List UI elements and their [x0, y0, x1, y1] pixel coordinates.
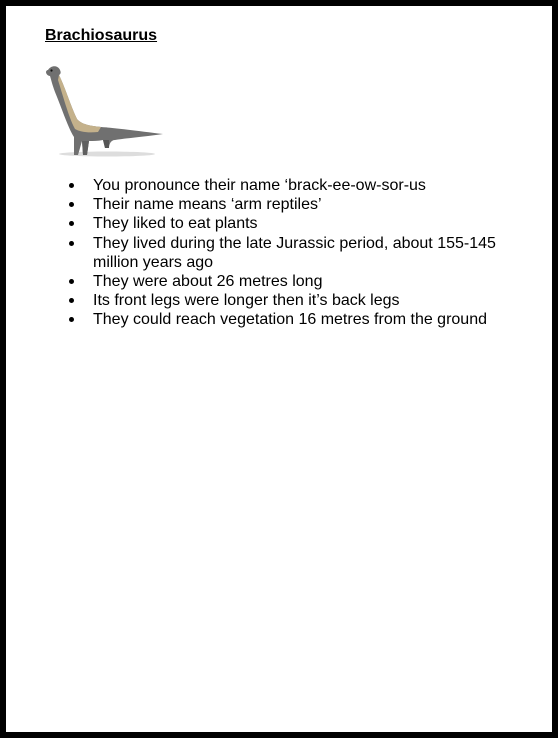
- list-item: Their name means ‘arm reptiles’: [68, 195, 538, 214]
- list-item: They could reach vegetation 16 metres from the ground: [68, 310, 538, 329]
- brachiosaurus-icon: [43, 62, 165, 158]
- list-item: They liked to eat plants: [68, 214, 538, 233]
- list-item: They lived during the late Jurassic period, about 155-145 million years ago: [68, 234, 538, 272]
- list-item: Its front legs were longer then it’s back legs: [68, 291, 538, 310]
- page-title: Brachiosaurus: [45, 27, 158, 44]
- list-item: They were about 26 metres long: [68, 272, 538, 291]
- list-item: You pronounce their name ‘brack-ee-ow-sor-us: [68, 176, 538, 195]
- facts-list: [68, 176, 538, 330]
